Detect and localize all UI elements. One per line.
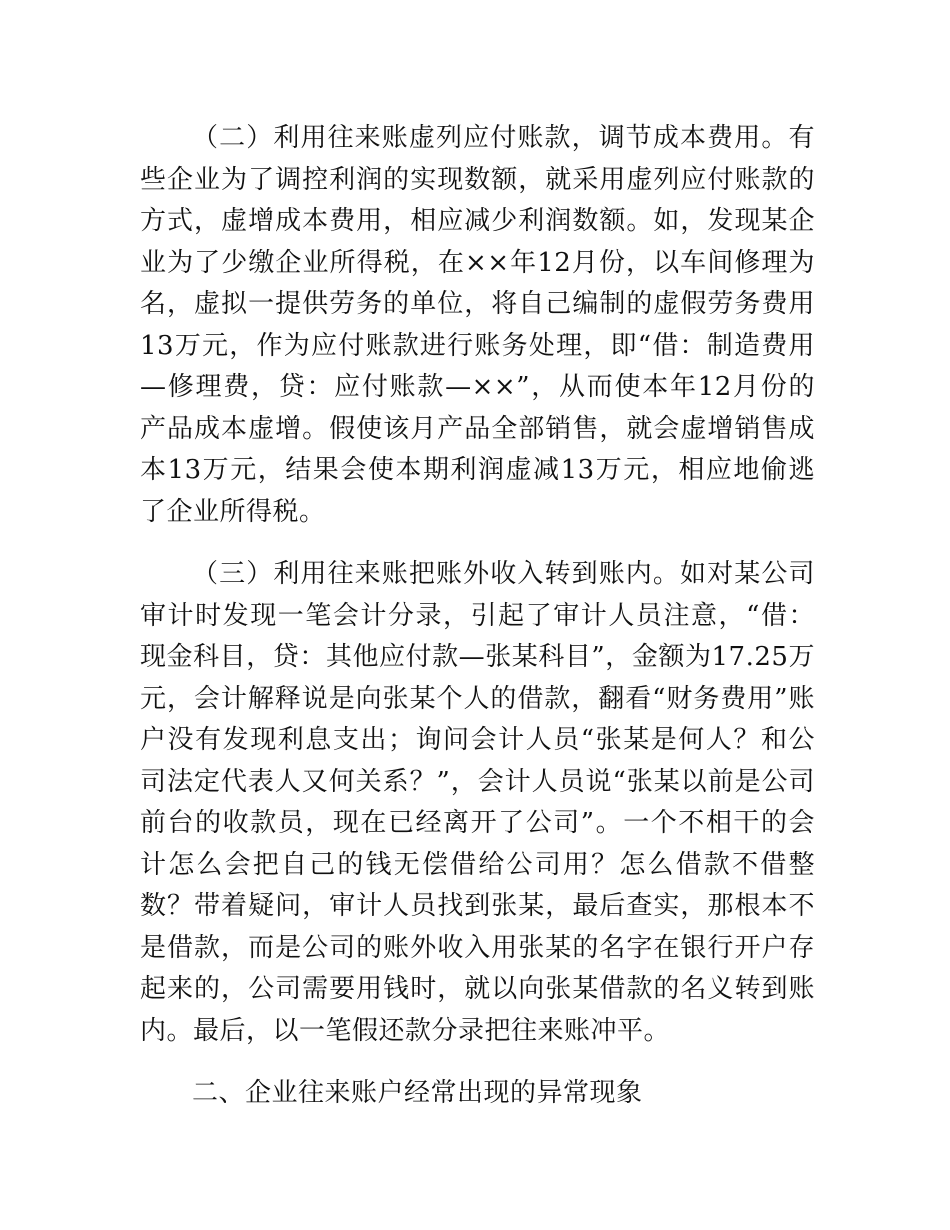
document-body <box>140 118 815 1115</box>
paragraph-fictitious-payables: （二）利用往来账虚列应付账款，调节成本费用。有些企业为了调控利润的实现数额，就采用虚列应付账款的方式，虚增成本费用，相应减少利润数额。如，发现某企业为了少缴企业所得税，在××年12月份，以车间修理为名，虚拟一提供劳务的单位，将自己编制的虚假劳务费用13万元，作为应付账款进行账务处理，即“借：制造费用—修理费，贷：应付账款—××”，从而使本年12月份的产品成本虚增。假使该月产品全部销售，就会虚增销售成本13万元，结果会使本期利润虚减13万元，相应地偷逃了企业所得税。 <box>140 123 815 527</box>
section-heading: 二、企业往来账户经常出现的异常现象 <box>192 1078 643 1108</box>
paragraph-off-book-income: （三）利用往来账把账外收入转到账内。如对某公司审计时发现一笔会计分录，引起了审计人员注意，“借：现金科目，贷：其他应付款—张某科目”，金额为17.25万元，会计解释说是向张某个人的借款，翻看“财务费用”账户没有发现利息支出；询问会计人员“张某是何人？和公司法定代表人又何关系？”，会计人员说“张某以前是公司前台的收款员，现在已经离开了公司”。一个不相干的会计怎么会把自己的钱无偿借给公司用？怎么借款不借整数？带着疑问，审计人员找到张某，最后查实，那根本不是借款，而是公司的账外收入用张某的名字在银行开户存起来的，公司需要用钱时，就以向张某借款的名义转到账内。最后，以一笔假还款分录把往来账冲平。 <box>140 559 815 1046</box>
paragraph-gap <box>140 1052 815 1073</box>
paragraph-gap <box>140 533 815 554</box>
